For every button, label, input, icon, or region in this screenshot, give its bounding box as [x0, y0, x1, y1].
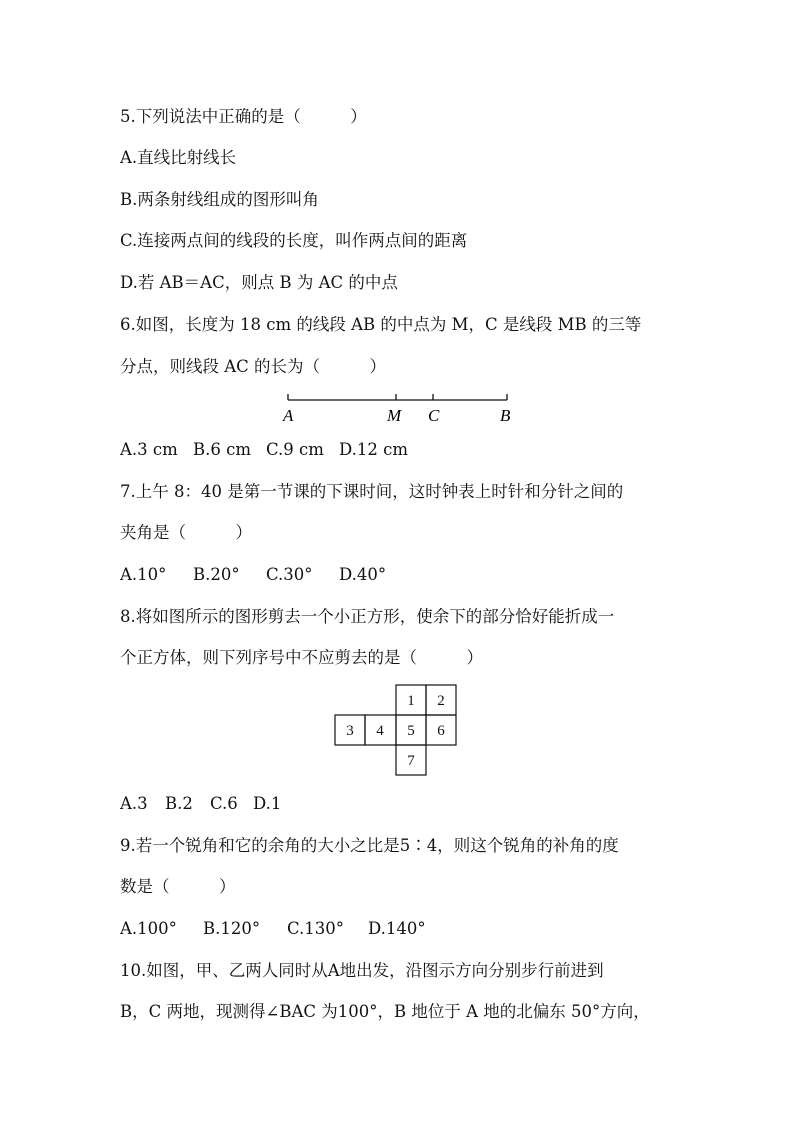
- q8-options: [120, 794, 281, 814]
- q6-option: C.9 cm: [266, 440, 324, 459]
- q8-option: B.2: [165, 794, 193, 813]
- q6-option: B.6 cm: [193, 440, 251, 459]
- cell-1-label: 1: [407, 693, 415, 709]
- q6-stem-line1: 6.如图，长度为 18 cm 的线段 AB 的中点为 M，C 是线段 MB 的三等: [120, 315, 642, 334]
- q7-option: A.10°: [120, 565, 167, 584]
- q7-options: [120, 565, 386, 585]
- q9-stem-line1: 9.若一个锐角和它的余角的大小之比是5∶4，则这个锐角的补角的度: [120, 836, 619, 855]
- q7-option: B.20°: [193, 565, 240, 584]
- q6-option: A.3 cm: [120, 440, 178, 459]
- q8-stem-line2: 个正方体，则下列序号中不应剪去的是（ ）: [120, 648, 483, 667]
- q7-stem-line2: 夹角是（ ）: [120, 523, 252, 542]
- q8-option: D.1: [253, 794, 282, 813]
- q7-option: D.40°: [339, 565, 387, 584]
- cell-7-label: 7: [407, 753, 415, 769]
- cell-3-label: 3: [346, 723, 354, 739]
- q9-option: A.100°: [120, 919, 177, 938]
- q9-option: B.120°: [203, 919, 261, 938]
- label-m: M: [387, 406, 402, 425]
- segment-figure: [270, 386, 530, 428]
- q5-stem: 5.下列说法中正确的是（ ）: [120, 107, 367, 126]
- cube-net-figure: [334, 684, 460, 778]
- label-b: B: [500, 406, 511, 425]
- label-c: C: [428, 406, 440, 425]
- q8-option: C.6: [210, 794, 238, 813]
- q9-option: D.140°: [368, 919, 426, 938]
- q6-options: [120, 440, 408, 460]
- q10-stem-line2: B，C 两地，现测得∠BAC 为100°，B 地位于 A 地的北偏东 50°方向，: [120, 1002, 650, 1021]
- q5-option-a: A.直线比射线长: [120, 148, 237, 167]
- label-a: A: [283, 406, 294, 425]
- q7-stem-line1: 7.上午 8：40 是第一节课的下课时间，这时钟表上时针和分针之间的: [120, 482, 624, 501]
- q6-stem-line2: 分点，则线段 AC 的长为（ ）: [120, 357, 387, 376]
- cell-5-label: 5: [407, 723, 415, 739]
- cell-6-label: 6: [437, 723, 445, 739]
- q5-option-d: D.若 AB＝AC，则点 B 为 AC 的中点: [120, 273, 398, 292]
- cell-2-label: 2: [437, 693, 445, 709]
- cell-4-label: 4: [376, 723, 384, 739]
- q10-stem-line1: 10.如图，甲、乙两人同时从A地出发，沿图示方向分别步行前进到: [120, 961, 604, 980]
- q8-stem-line1: 8.将如图所示的图形剪去一个小正方形，使余下的部分恰好能折成一: [120, 607, 615, 626]
- q9-options: [120, 919, 426, 939]
- q9-option: C.130°: [287, 919, 345, 938]
- q8-option: A.3: [120, 794, 148, 813]
- q5-option-b: B.两条射线组成的图形叫角: [120, 190, 319, 209]
- q7-option: C.30°: [266, 565, 313, 584]
- q9-stem-line2: 数是（ ）: [120, 877, 236, 896]
- q6-option: D.12 cm: [339, 440, 409, 459]
- q5-option-c: C.连接两点间的线段的长度，叫作两点间的距离: [120, 231, 468, 250]
